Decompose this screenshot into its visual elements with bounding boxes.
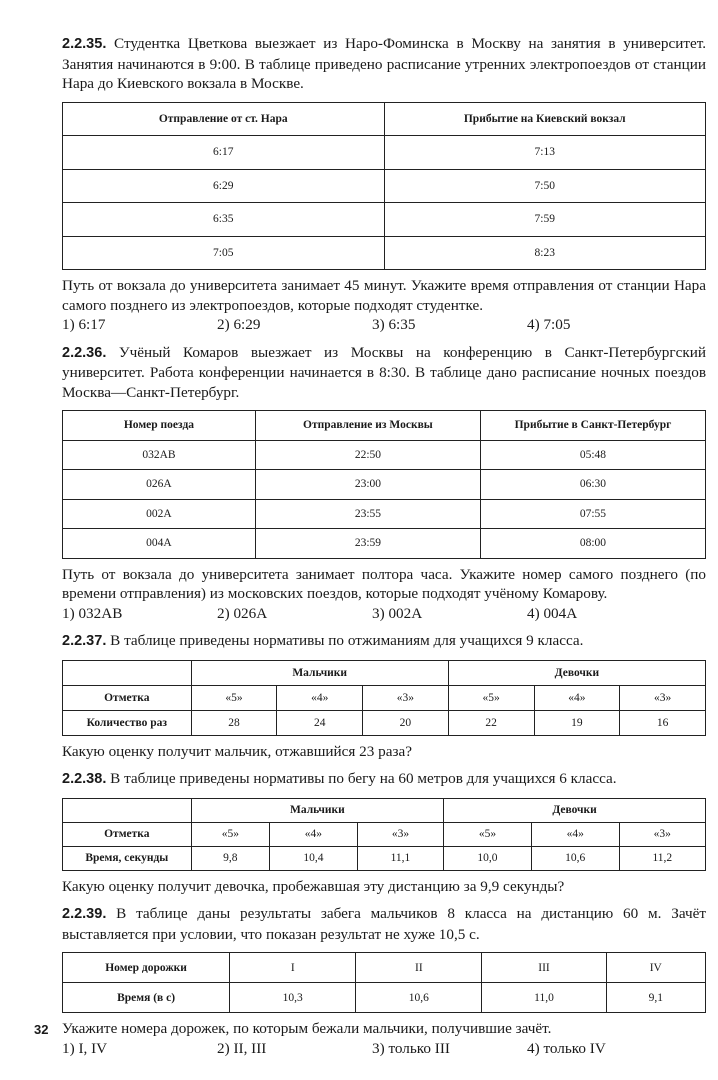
table-cell: 23:55: [255, 499, 480, 529]
table-cell: 28: [191, 710, 277, 735]
group-header-girls: Девочки: [444, 798, 706, 822]
table-cell: «3»: [363, 685, 449, 710]
table-header-cell: Прибытие в Санкт-Петербург: [480, 411, 705, 441]
problem-2-2-36: [62, 343, 706, 403]
table-cell: III: [482, 953, 606, 983]
answer-option: 3) только III: [372, 1039, 450, 1057]
table-cell: «4»: [531, 822, 619, 846]
table-cell: 22:50: [255, 440, 480, 470]
table-cell: 23:00: [255, 470, 480, 500]
page-number: 32: [34, 1022, 49, 1037]
table-cell: 19: [534, 710, 620, 735]
table-cell: 9,1: [606, 983, 705, 1013]
problem-2-2-37: [62, 631, 706, 652]
table-cell: 8:23: [384, 236, 706, 270]
table-cell: 10,6: [356, 983, 482, 1013]
table-row: [63, 203, 706, 237]
question-text: Путь от вокзала до университета занимает полтора часа. Укажите номер самого позднего (по времени отправления) из московских поездов, которые подходят учёному Комарову.: [62, 565, 706, 602]
table-cell: 7:50: [384, 169, 706, 203]
answer-option: 3) 002А: [372, 604, 423, 622]
table-cell: 032АВ: [63, 440, 256, 470]
table-row: [63, 685, 706, 710]
table-cell: 002А: [63, 499, 256, 529]
table-cell: 11,1: [357, 846, 443, 870]
question-text: Какую оценку получит девочка, пробежавшая эту дистанцию за 9,9 секунды?: [62, 877, 565, 895]
table-header-cell: Прибытие на Киевский вокзал: [384, 102, 706, 136]
table-row: [63, 529, 706, 559]
table-cell: «4»: [534, 685, 620, 710]
answer-option: 2) 6:29: [217, 316, 261, 333]
problem-text: Студентка Цветкова выезжает из Наро-Фоминска в Москву на занятия в университет. Занятия начинаются в 9:00. В таблице приведено расписание утренних электропоездов от станции Нара до Киевского вокзала в Москве.: [62, 35, 707, 92]
table-cell: 7:59: [384, 203, 706, 237]
row-label: Номер дорожки: [63, 953, 230, 983]
running-norms-table: [62, 798, 706, 871]
table-cell: 9,8: [191, 846, 269, 870]
table-cell: «4»: [277, 685, 363, 710]
table-header-cell: Отправление из Москвы: [255, 411, 480, 441]
textbook-page: [62, 34, 706, 1066]
table-cell: 20: [363, 710, 449, 735]
table-cell: I: [230, 953, 356, 983]
group-header-boys: Мальчики: [191, 660, 448, 685]
table-cell: 11,2: [619, 846, 705, 870]
table-cell: «5»: [191, 685, 277, 710]
table-header-row: [63, 660, 706, 685]
answer-option: 2) 026А: [217, 604, 268, 622]
row-label: Отметка: [63, 685, 192, 710]
table-header-row: [63, 411, 706, 441]
table-cell: 10,0: [444, 846, 532, 870]
table-cell: 10,6: [531, 846, 619, 870]
table-cell-empty: [63, 660, 192, 685]
table-cell: 07:55: [480, 499, 705, 529]
table-row: [63, 136, 706, 170]
table-row: [63, 953, 706, 983]
table-cell: 11,0: [482, 983, 606, 1013]
problem-2-2-35: [62, 34, 706, 94]
table-cell: 05:48: [480, 440, 705, 470]
table-cell: «3»: [619, 822, 705, 846]
table-row: [63, 470, 706, 500]
answer-options: [62, 315, 706, 335]
problem-text: Учёный Комаров выезжает из Москвы на конференцию в Санкт-Петербургский университет. Работа конференции начинается в 8:30. В таблице дано расписание ночных поездов Москва—Санкт-Петербург.: [62, 343, 706, 401]
train-schedule-table-nara: [62, 102, 706, 271]
question-text: Путь от вокзала до университета занимает 45 минут. Укажите время отправления от станции Нара самого позднего из электропоездов, которые подходят студентке.: [62, 277, 706, 314]
table-cell: 10,4: [270, 846, 358, 870]
table-row: [63, 822, 706, 846]
answer-option: 1) 032АВ: [62, 604, 123, 622]
problem-text: В таблице приведены нормативы по отжиманиям для учащихся 9 класса.: [110, 632, 584, 649]
table-header-cell: Номер поезда: [63, 411, 256, 441]
problem-number: 2.2.36.: [62, 344, 107, 361]
table-row: [63, 236, 706, 270]
table-header-cell: Отправление от ст. Нара: [63, 102, 385, 136]
table-cell: 16: [620, 710, 706, 735]
table-cell: 10,3: [230, 983, 356, 1013]
table-cell: «5»: [191, 822, 269, 846]
table-cell: «4»: [270, 822, 358, 846]
answer-option: 2) II, III: [217, 1039, 267, 1057]
question-text: Укажите номера дорожек, по которым бежали мальчики, получившие зачёт.: [62, 1020, 552, 1037]
problem-number: 2.2.37.: [62, 633, 107, 649]
answer-option: 1) I, IV: [62, 1039, 108, 1057]
table-cell: II: [356, 953, 482, 983]
group-header-boys: Мальчики: [191, 798, 444, 822]
group-header-girls: Девочки: [448, 660, 705, 685]
table-cell: 7:05: [63, 236, 385, 270]
problem-number: 2.2.39.: [62, 906, 107, 922]
problem-text: В таблице приведены нормативы по бегу на 60 метров для учащихся 6 класса.: [110, 770, 617, 787]
table-cell: 6:29: [63, 169, 385, 203]
answer-option: 1) 6:17: [62, 316, 106, 333]
table-cell: 08:00: [480, 529, 705, 559]
row-label: Количество раз: [63, 710, 192, 735]
row-label: Время, секунды: [63, 846, 192, 870]
table-cell: «3»: [357, 822, 443, 846]
answer-options: [62, 604, 706, 624]
answer-option: 4) только IV: [527, 1039, 606, 1057]
table-cell: 22: [448, 710, 534, 735]
problem-2-2-38: [62, 769, 706, 790]
problem-text: В таблице даны результаты забега мальчиков 8 класса на дистанцию 60 м. Зачёт выставляется при условии, что показан результат не хуже 10,5 с.: [62, 905, 706, 943]
table-cell: «5»: [448, 685, 534, 710]
table-row: [63, 499, 706, 529]
problem-2-2-39: [62, 904, 706, 944]
train-schedule-table-moscow: [62, 410, 706, 559]
table-cell: «5»: [444, 822, 532, 846]
table-row: [63, 846, 706, 870]
table-header-row: [63, 798, 706, 822]
table-cell: 7:13: [384, 136, 706, 170]
table-cell: 026А: [63, 470, 256, 500]
table-row: [63, 710, 706, 735]
table-cell: 6:17: [63, 136, 385, 170]
table-row: [63, 983, 706, 1013]
row-label: Время (в с): [63, 983, 230, 1013]
table-cell: IV: [606, 953, 705, 983]
problem-number: 2.2.38.: [62, 771, 107, 787]
race-results-table: [62, 952, 706, 1013]
answer-option: 4) 7:05: [527, 316, 571, 333]
table-cell-empty: [63, 798, 192, 822]
table-cell: «3»: [620, 685, 706, 710]
answer-option: 3) 6:35: [372, 316, 416, 333]
answer-option: 4) 004А: [527, 604, 578, 622]
table-row: [63, 169, 706, 203]
table-cell: 24: [277, 710, 363, 735]
answer-options: [62, 1039, 706, 1059]
problem-number: 2.2.35.: [62, 36, 107, 52]
table-row: [63, 440, 706, 470]
row-label: Отметка: [63, 822, 192, 846]
table-cell: 23:59: [255, 529, 480, 559]
pushup-norms-table: [62, 660, 706, 736]
table-header-row: [63, 102, 706, 136]
table-cell: 6:35: [63, 203, 385, 237]
table-cell: 06:30: [480, 470, 705, 500]
question-text: Какую оценку получит мальчик, отжавшийся 23 раза?: [62, 742, 412, 760]
table-cell: 004А: [63, 529, 256, 559]
